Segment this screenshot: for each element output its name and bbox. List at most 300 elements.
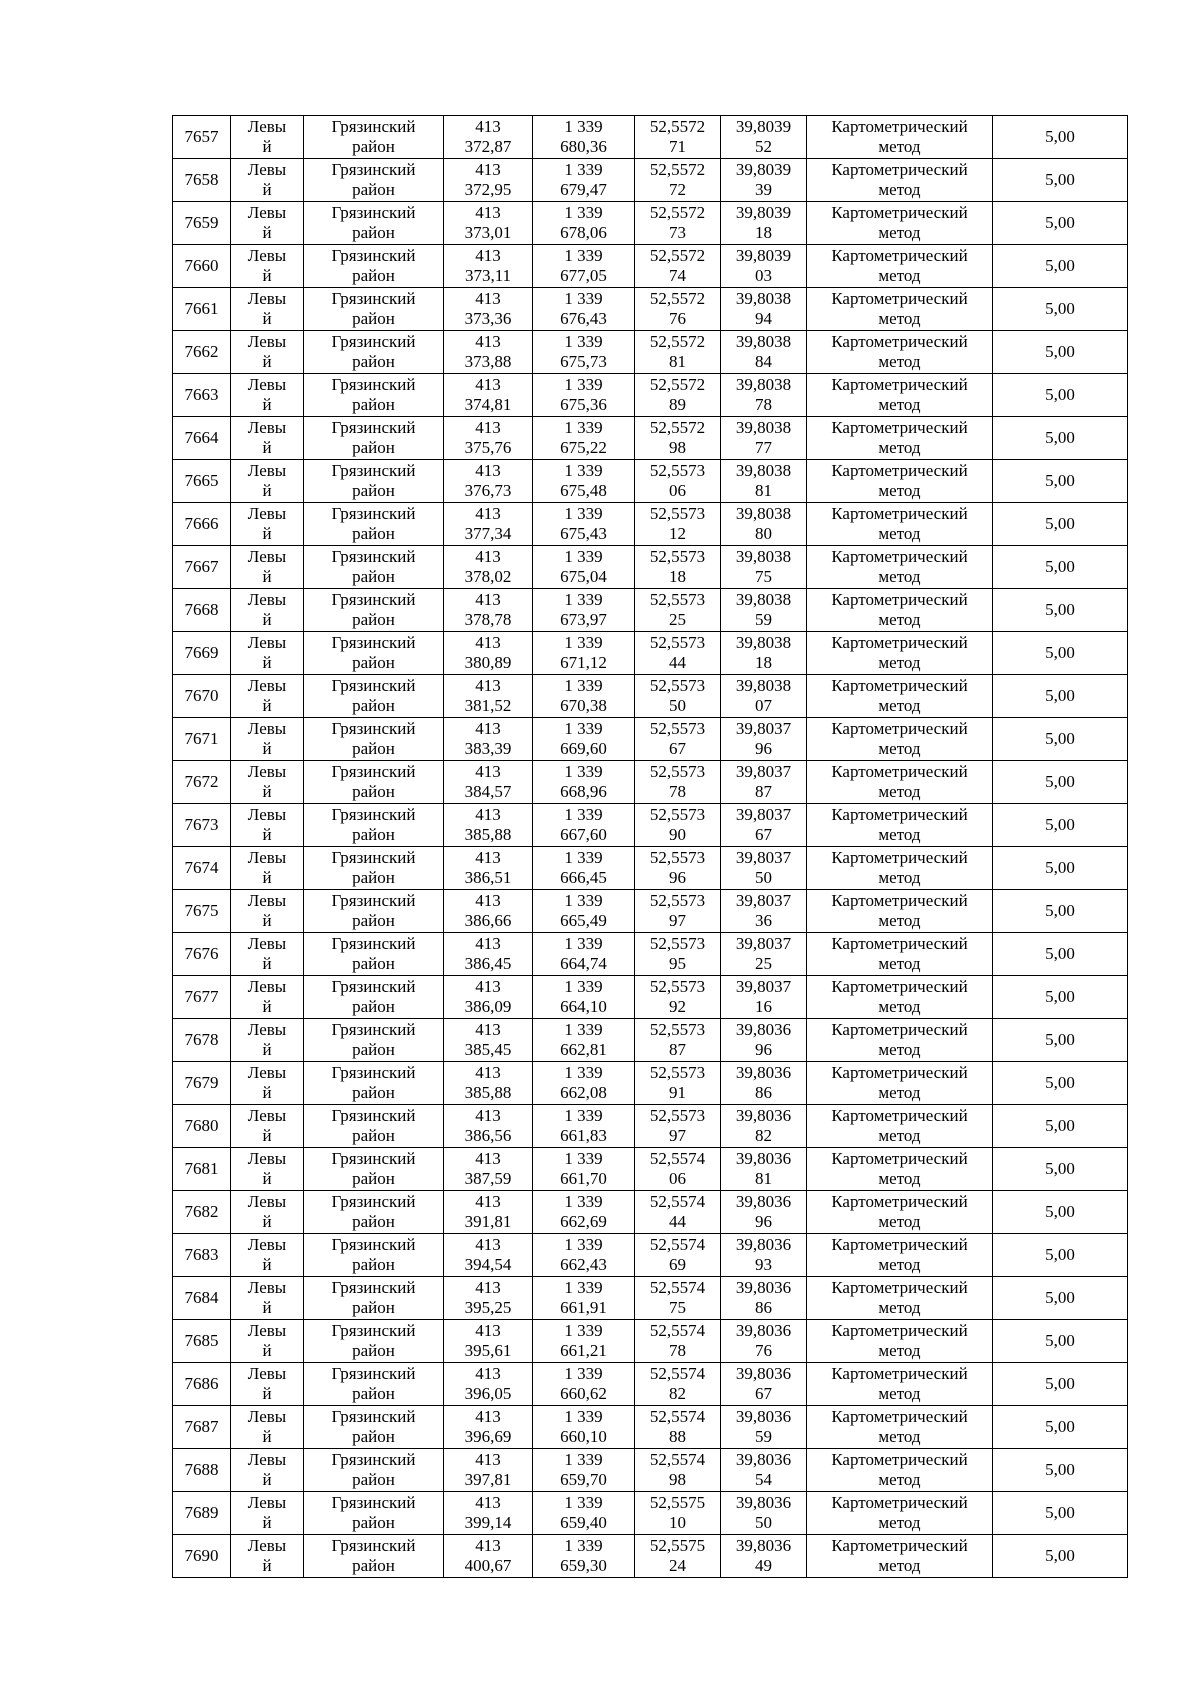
latitude-cell [635, 1406, 721, 1449]
district-cell-line: район [352, 567, 395, 586]
longitude-cell-line: 39,8037 [735, 977, 792, 996]
district-cell-line: Грязинский [331, 805, 416, 824]
latitude-cell-line: 12 [669, 524, 686, 543]
district-cell-line: район [352, 1126, 395, 1145]
coord-x-cell [444, 1062, 533, 1105]
coord-x-cell [444, 761, 533, 804]
table-row [173, 245, 1128, 288]
coord-x-cell-line: 383,39 [464, 739, 512, 758]
coord-x-cell-line: 380,89 [464, 653, 512, 672]
point-number-cell: 7671 [173, 718, 231, 761]
district-cell-line: район [352, 782, 395, 801]
coord-x-cell [444, 1320, 533, 1363]
latitude-cell-line: 98 [669, 1470, 686, 1489]
latitude-cell-line: 52,5573 [649, 547, 706, 566]
precision-cell: 5,00 [993, 546, 1128, 589]
latitude-cell-line: 75 [669, 1298, 686, 1317]
precision-cell: 5,00 [993, 159, 1128, 202]
bank-side-cell-line: Левы [247, 1149, 287, 1168]
coord-y-cell-line: 1 339 [564, 461, 603, 480]
precision-cell: 5,00 [993, 202, 1128, 245]
district-cell-line: район [352, 1384, 395, 1403]
longitude-cell-line: 49 [755, 1556, 772, 1575]
longitude-cell-line: 39,8038 [735, 418, 792, 437]
coord-x-cell-line: 386,56 [464, 1126, 512, 1145]
method-cell-line: метод [878, 868, 921, 887]
method-cell [807, 718, 993, 761]
bank-side-cell [231, 1148, 304, 1191]
precision-cell: 5,00 [993, 675, 1128, 718]
district-cell-line: Грязинский [331, 1149, 416, 1168]
method-cell [807, 331, 993, 374]
coord-y-cell-line: 660,10 [560, 1427, 607, 1446]
coord-x-cell [444, 847, 533, 890]
district-cell-line: Грязинский [331, 633, 416, 652]
method-cell-line: метод [878, 1126, 921, 1145]
method-cell-line: Картометрический [831, 1149, 968, 1168]
bank-side-cell-line: Левы [247, 375, 287, 394]
district-cell-line: район [352, 1083, 395, 1102]
bank-side-cell [231, 1449, 304, 1492]
bank-side-cell-line: Левы [247, 1278, 287, 1297]
coord-y-cell-line: 662,08 [560, 1083, 607, 1102]
coord-y-cell-line: 1 339 [564, 375, 603, 394]
bank-side-cell [231, 202, 304, 245]
longitude-cell [721, 1449, 807, 1492]
longitude-cell-line: 96 [755, 739, 772, 758]
coord-x-cell-line: 413 [475, 762, 501, 781]
coord-x-cell [444, 804, 533, 847]
bank-side-cell [231, 589, 304, 632]
method-cell-line: метод [878, 825, 921, 844]
latitude-cell-line: 78 [669, 1341, 686, 1360]
method-cell-line: Картометрический [831, 1493, 968, 1512]
bank-side-cell [231, 288, 304, 331]
method-cell-line: метод [878, 223, 921, 242]
coord-x-cell [444, 1019, 533, 1062]
method-cell-line: метод [878, 352, 921, 371]
district-cell-line: Грязинский [331, 1278, 416, 1297]
bank-side-cell [231, 1535, 304, 1578]
table-row [173, 847, 1128, 890]
method-cell [807, 632, 993, 675]
latitude-cell-line: 72 [669, 180, 686, 199]
latitude-cell-line: 52,5572 [649, 117, 706, 136]
coord-y-cell-line: 1 339 [564, 891, 603, 910]
point-number-cell: 7674 [173, 847, 231, 890]
district-cell-line: Грязинский [331, 1364, 416, 1383]
coord-y-cell-line: 679,47 [560, 180, 607, 199]
longitude-cell-line: 96 [755, 1040, 772, 1059]
district-cell-line: Грязинский [331, 676, 416, 695]
district-cell-line: Грязинский [331, 977, 416, 996]
longitude-cell [721, 546, 807, 589]
longitude-cell-line: 93 [755, 1255, 772, 1274]
precision-cell: 5,00 [993, 890, 1128, 933]
bank-side-cell [231, 1277, 304, 1320]
coord-y-cell [533, 1191, 635, 1234]
coord-x-cell [444, 976, 533, 1019]
district-cell-line: Грязинский [331, 1235, 416, 1254]
point-number-cell: 7662 [173, 331, 231, 374]
coord-y-cell-line: 1 339 [564, 762, 603, 781]
coord-x-cell [444, 1492, 533, 1535]
method-cell-line: Картометрический [831, 891, 968, 910]
table-row [173, 632, 1128, 675]
coord-y-cell [533, 1234, 635, 1277]
method-cell-line: метод [878, 954, 921, 973]
table-row [173, 1492, 1128, 1535]
bank-side-cell-line: й [262, 1427, 272, 1446]
coord-y-cell-line: 659,30 [560, 1556, 607, 1575]
longitude-cell [721, 1320, 807, 1363]
bank-side-cell-line: й [262, 954, 272, 973]
longitude-cell-line: 78 [755, 395, 772, 414]
longitude-cell-line: 80 [755, 524, 772, 543]
coord-y-cell [533, 503, 635, 546]
coord-x-cell-line: 413 [475, 1407, 501, 1426]
method-cell-line: метод [878, 739, 921, 758]
longitude-cell-line: 39,8039 [735, 246, 792, 265]
coord-x-cell-line: 378,78 [464, 610, 512, 629]
coord-y-cell-line: 661,21 [560, 1341, 607, 1360]
bank-side-cell-line: Левы [247, 117, 287, 136]
table-row [173, 374, 1128, 417]
coord-x-cell-line: 386,66 [464, 911, 512, 930]
longitude-cell-line: 39,8036 [735, 1106, 792, 1125]
precision-cell: 5,00 [993, 288, 1128, 331]
bank-side-cell-line: й [262, 782, 272, 801]
precision-cell: 5,00 [993, 976, 1128, 1019]
method-cell-line: метод [878, 1298, 921, 1317]
latitude-cell-line: 52,5573 [649, 977, 706, 996]
longitude-cell-line: 39,8036 [735, 1192, 792, 1211]
district-cell-line: район [352, 1298, 395, 1317]
latitude-cell [635, 288, 721, 331]
longitude-cell [721, 331, 807, 374]
bank-side-cell-line: Левы [247, 418, 287, 437]
method-cell-line: Картометрический [831, 1192, 968, 1211]
bank-side-cell [231, 804, 304, 847]
coord-y-cell-line: 661,83 [560, 1126, 607, 1145]
coord-y-cell-line: 1 339 [564, 504, 603, 523]
bank-side-cell-line: Левы [247, 461, 287, 480]
method-cell-line: метод [878, 567, 921, 586]
bank-side-cell-line: Левы [247, 1450, 287, 1469]
bank-side-cell-line: й [262, 1040, 272, 1059]
coord-x-cell [444, 1277, 533, 1320]
bank-side-cell [231, 159, 304, 202]
district-cell-line: Грязинский [331, 590, 416, 609]
district-cell-line: район [352, 868, 395, 887]
district-cell [304, 546, 444, 589]
bank-side-cell-line: й [262, 1470, 272, 1489]
longitude-cell-line: 39,8036 [735, 1063, 792, 1082]
coord-x-cell-line: 413 [475, 977, 501, 996]
longitude-cell-line: 39,8036 [735, 1149, 792, 1168]
method-cell-line: метод [878, 1556, 921, 1575]
coord-x-cell [444, 245, 533, 288]
precision-cell: 5,00 [993, 1234, 1128, 1277]
coord-x-cell-line: 413 [475, 289, 501, 308]
coord-x-cell [444, 460, 533, 503]
latitude-cell [635, 1492, 721, 1535]
precision-cell: 5,00 [993, 1449, 1128, 1492]
latitude-cell [635, 546, 721, 589]
bank-side-cell-line: Левы [247, 719, 287, 738]
method-cell [807, 116, 993, 159]
coord-y-cell [533, 1019, 635, 1062]
method-cell-line: метод [878, 524, 921, 543]
district-cell-line: Грязинский [331, 1106, 416, 1125]
latitude-cell-line: 95 [669, 954, 686, 973]
table-row [173, 1449, 1128, 1492]
latitude-cell-line: 76 [669, 309, 686, 328]
coord-y-cell-line: 669,60 [560, 739, 607, 758]
longitude-cell [721, 417, 807, 460]
longitude-cell [721, 976, 807, 1019]
coord-y-cell [533, 718, 635, 761]
method-cell-line: метод [878, 395, 921, 414]
district-cell [304, 374, 444, 417]
point-number-cell: 7675 [173, 890, 231, 933]
coord-x-cell [444, 1234, 533, 1277]
method-cell-line: Картометрический [831, 1278, 968, 1297]
precision-cell: 5,00 [993, 933, 1128, 976]
point-number-cell: 7677 [173, 976, 231, 1019]
district-cell [304, 1492, 444, 1535]
longitude-cell-line: 39,8037 [735, 762, 792, 781]
bank-side-cell-line: й [262, 911, 272, 930]
bank-side-cell-line: Левы [247, 160, 287, 179]
longitude-cell [721, 847, 807, 890]
longitude-cell [721, 933, 807, 976]
bank-side-cell-line: Левы [247, 633, 287, 652]
district-cell-line: Грязинский [331, 332, 416, 351]
coord-x-cell-line: 413 [475, 547, 501, 566]
bank-side-cell [231, 546, 304, 589]
district-cell [304, 1062, 444, 1105]
district-cell-line: Грязинский [331, 848, 416, 867]
coord-x-cell-line: 377,34 [464, 524, 512, 543]
latitude-cell [635, 761, 721, 804]
latitude-cell [635, 589, 721, 632]
district-cell [304, 116, 444, 159]
bank-side-cell-line: й [262, 1513, 272, 1532]
coord-y-cell-line: 1 339 [564, 1364, 603, 1383]
table-row [173, 1535, 1128, 1578]
coord-y-cell [533, 761, 635, 804]
district-cell [304, 202, 444, 245]
bank-side-cell-line: й [262, 653, 272, 672]
coord-x-cell [444, 1363, 533, 1406]
district-cell [304, 718, 444, 761]
method-cell-line: Картометрический [831, 676, 968, 695]
method-cell [807, 1019, 993, 1062]
district-cell [304, 1234, 444, 1277]
coord-y-cell [533, 374, 635, 417]
precision-cell: 5,00 [993, 1191, 1128, 1234]
latitude-cell-line: 52,5572 [649, 203, 706, 222]
method-cell-line: метод [878, 1341, 921, 1360]
district-cell-line: Грязинский [331, 1321, 416, 1340]
table-row [173, 202, 1128, 245]
bank-side-cell-line: Левы [247, 203, 287, 222]
coord-y-cell [533, 933, 635, 976]
precision-cell: 5,00 [993, 847, 1128, 890]
coord-y-cell-line: 1 339 [564, 1020, 603, 1039]
coord-y-cell-line: 675,43 [560, 524, 607, 543]
bank-side-cell-line: Левы [247, 1063, 287, 1082]
bank-side-cell [231, 675, 304, 718]
table-row [173, 718, 1128, 761]
latitude-cell-line: 89 [669, 395, 686, 414]
longitude-cell [721, 1234, 807, 1277]
longitude-cell [721, 202, 807, 245]
longitude-cell [721, 1277, 807, 1320]
latitude-cell [635, 1320, 721, 1363]
longitude-cell-line: 39,8039 [735, 160, 792, 179]
coord-x-cell [444, 589, 533, 632]
bank-side-cell [231, 1191, 304, 1234]
coord-y-cell-line: 1 339 [564, 246, 603, 265]
coord-y-cell-line: 678,06 [560, 223, 607, 242]
longitude-cell-line: 54 [755, 1470, 772, 1489]
bank-side-cell-line: й [262, 997, 272, 1016]
latitude-cell [635, 718, 721, 761]
latitude-cell-line: 52,5573 [649, 762, 706, 781]
longitude-cell-line: 39,8036 [735, 1364, 792, 1383]
longitude-cell [721, 1406, 807, 1449]
method-cell [807, 417, 993, 460]
district-cell-line: район [352, 266, 395, 285]
coord-y-cell [533, 1363, 635, 1406]
point-number-cell: 7666 [173, 503, 231, 546]
coord-x-cell [444, 933, 533, 976]
coord-y-cell-line: 659,40 [560, 1513, 607, 1532]
precision-cell: 5,00 [993, 1105, 1128, 1148]
longitude-cell-line: 59 [755, 610, 772, 629]
precision-cell: 5,00 [993, 1363, 1128, 1406]
bank-side-cell [231, 245, 304, 288]
method-cell [807, 460, 993, 503]
coord-x-cell [444, 1191, 533, 1234]
coord-y-cell-line: 667,60 [560, 825, 607, 844]
longitude-cell [721, 116, 807, 159]
coord-y-cell [533, 1062, 635, 1105]
method-cell-line: метод [878, 180, 921, 199]
coord-x-cell [444, 202, 533, 245]
coord-y-cell [533, 675, 635, 718]
longitude-cell-line: 86 [755, 1083, 772, 1102]
coord-x-cell-line: 413 [475, 590, 501, 609]
longitude-cell-line: 39,8036 [735, 1407, 792, 1426]
bank-side-cell [231, 1019, 304, 1062]
latitude-cell [635, 1535, 721, 1578]
coord-y-cell-line: 662,81 [560, 1040, 607, 1059]
latitude-cell-line: 81 [669, 352, 686, 371]
district-cell-line: район [352, 1169, 395, 1188]
coord-x-cell [444, 417, 533, 460]
bank-side-cell-line: Левы [247, 1493, 287, 1512]
latitude-cell [635, 202, 721, 245]
coord-x-cell-line: 413 [475, 461, 501, 480]
district-cell-line: район [352, 223, 395, 242]
coord-y-cell-line: 675,73 [560, 352, 607, 371]
point-number-cell: 7672 [173, 761, 231, 804]
method-cell [807, 1062, 993, 1105]
longitude-cell [721, 288, 807, 331]
bank-side-cell [231, 761, 304, 804]
bank-side-cell-line: Левы [247, 547, 287, 566]
longitude-cell-line: 03 [755, 266, 772, 285]
coord-x-cell [444, 1449, 533, 1492]
district-cell-line: Грязинский [331, 1063, 416, 1082]
district-cell-line: район [352, 524, 395, 543]
latitude-cell-line: 96 [669, 868, 686, 887]
coord-y-cell [533, 1105, 635, 1148]
district-cell-line: Грязинский [331, 1493, 416, 1512]
coord-y-cell-line: 1 339 [564, 332, 603, 351]
coord-y-cell-line: 675,04 [560, 567, 607, 586]
coord-y-cell [533, 417, 635, 460]
coord-y-cell [533, 546, 635, 589]
latitude-cell [635, 976, 721, 1019]
longitude-cell-line: 39,8037 [735, 805, 792, 824]
coord-x-cell-line: 413 [475, 1192, 501, 1211]
latitude-cell [635, 1191, 721, 1234]
coord-y-cell-line: 1 339 [564, 1321, 603, 1340]
district-cell-line: район [352, 997, 395, 1016]
longitude-cell-line: 39,8038 [735, 375, 792, 394]
district-cell-line: район [352, 1341, 395, 1360]
longitude-cell-line: 39 [755, 180, 772, 199]
latitude-cell [635, 675, 721, 718]
coord-y-cell-line: 1 339 [564, 117, 603, 136]
bank-side-cell [231, 1062, 304, 1105]
coord-x-cell [444, 374, 533, 417]
table-row [173, 1191, 1128, 1234]
longitude-cell [721, 1492, 807, 1535]
latitude-cell-line: 50 [669, 696, 686, 715]
latitude-cell-line: 10 [669, 1513, 686, 1532]
bank-side-cell [231, 417, 304, 460]
district-cell-line: Грязинский [331, 203, 416, 222]
bank-side-cell [231, 1492, 304, 1535]
bank-side-cell [231, 1406, 304, 1449]
coord-y-cell-line: 1 339 [564, 1192, 603, 1211]
bank-side-cell [231, 1363, 304, 1406]
bank-side-cell-line: Левы [247, 1020, 287, 1039]
bank-side-cell-line: й [262, 868, 272, 887]
coord-y-cell [533, 589, 635, 632]
method-cell-line: метод [878, 911, 921, 930]
coord-x-cell-line: 413 [475, 719, 501, 738]
longitude-cell-line: 39,8036 [735, 1235, 792, 1254]
latitude-cell [635, 503, 721, 546]
coord-x-cell-line: 396,05 [464, 1384, 512, 1403]
longitude-cell [721, 1062, 807, 1105]
latitude-cell-line: 52,5572 [649, 160, 706, 179]
longitude-cell-line: 39,8036 [735, 1321, 792, 1340]
coord-y-cell-line: 675,48 [560, 481, 607, 500]
table-row [173, 761, 1128, 804]
point-number-cell: 7667 [173, 546, 231, 589]
latitude-cell-line: 67 [669, 739, 686, 758]
district-cell [304, 1535, 444, 1578]
method-cell-line: Картометрический [831, 1536, 968, 1555]
district-cell-line: район [352, 911, 395, 930]
